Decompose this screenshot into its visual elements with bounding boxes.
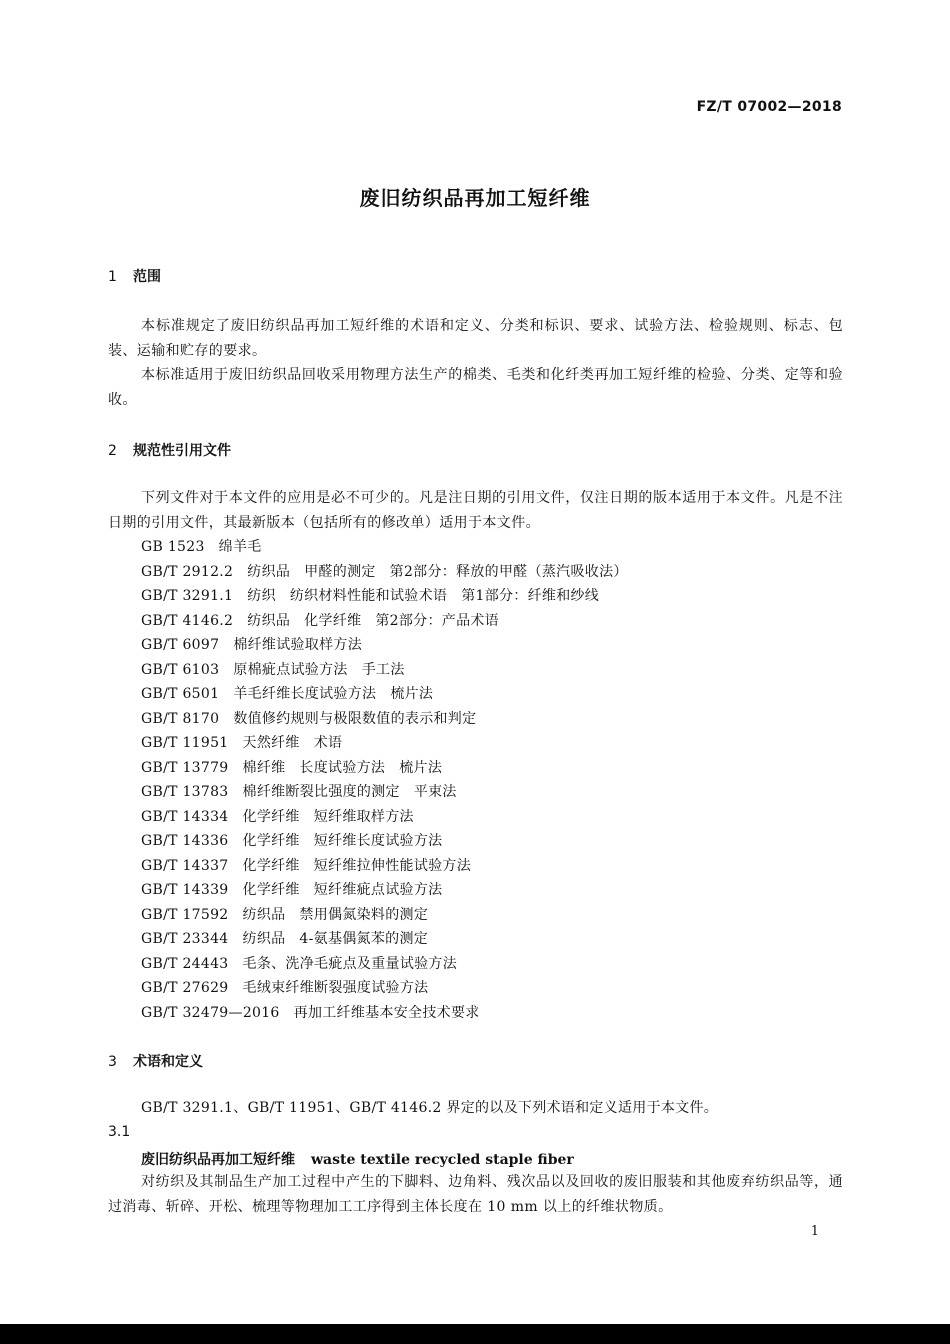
normative-intro: 下列文件对于本文件的应用是必不可少的。凡是注日期的引用文件，仅注日期的版本适用于本文件。凡是不注日期的引用文件，其最新版本（包括所有的修改单）适用于本文件。 [108, 490, 843, 531]
section-title: 规范性引用文件 [133, 443, 231, 459]
reference-code: GB/T 27629 [141, 980, 229, 996]
reference-title-part: 4-氨基偶氮苯的测定 [299, 931, 429, 947]
term-definition: 对纺织及其制品生产加工过程中产生的下脚料、边角料、残次品以及回收的废旧服装和其他废弃纺织品等，通过消毒、斩碎、开松、梳理等物理加工工序得到主体长度在 10 mm 以上的纤维状物质。 [108, 1174, 843, 1215]
reference-title-part: 第2部分：释放的甲醛（蒸汽吸收法） [389, 563, 628, 580]
bottom-bar [0, 1324, 950, 1344]
reference-item [141, 903, 628, 928]
reference-title-part: 化学纤维 [242, 808, 300, 825]
term-chinese: 废旧纺织品再加工短纤维 [141, 1152, 295, 1168]
reference-item [141, 609, 628, 634]
reference-code: GB/T 6103 [141, 661, 220, 678]
section-number: 3 [108, 1054, 117, 1070]
reference-title-part: 短纤维拉伸性能试验方法 [313, 857, 472, 874]
reference-item [141, 535, 628, 560]
reference-item [141, 682, 628, 707]
section-2-heading [108, 440, 231, 460]
reference-item [141, 658, 628, 683]
reference-title-part: 棉纤维试验取样方法 [233, 637, 363, 653]
reference-code: GB/T 14337 [141, 857, 229, 874]
reference-title-part: 纺织品 [242, 931, 286, 947]
reference-item [141, 1001, 628, 1026]
reference-item [141, 878, 628, 903]
reference-item [141, 780, 628, 805]
reference-title-part: 羊毛纤维长度试验方法 [233, 686, 377, 702]
term-english: waste textile recycled staple fiber [311, 1152, 574, 1168]
reference-code: GB/T 8170 [141, 710, 220, 727]
section-number: 1 [108, 269, 117, 285]
reference-code: GB/T 13779 [141, 759, 229, 776]
reference-list [141, 535, 628, 1025]
term-heading [141, 1149, 574, 1169]
reference-item [141, 584, 628, 609]
reference-code: GB/T 14334 [141, 808, 229, 825]
reference-title-part: 纺织品 [247, 563, 291, 580]
reference-item [141, 976, 628, 1001]
reference-title-part: 化学纤维 [242, 857, 300, 874]
reference-item [141, 560, 628, 585]
document-title: 废旧纺织品再加工短纤维 [359, 186, 591, 210]
section-3-heading [108, 1051, 203, 1071]
reference-code: GB/T 4146.2 [141, 612, 234, 629]
reference-title-part: 第2部分：产品术语 [375, 612, 499, 629]
term-number: 3.1 [108, 1124, 131, 1140]
reference-title-part: 绵羊毛 [218, 539, 262, 555]
reference-title-part: 手工法 [361, 661, 405, 678]
reference-item [141, 731, 628, 756]
reference-title-part: 纺织品 [247, 612, 291, 629]
reference-code: GB/T 11951 [141, 735, 229, 751]
reference-code: GB/T 32479—2016 [141, 1004, 280, 1021]
reference-item [141, 805, 628, 830]
scope-paragraph-1: 本标准规定了废旧纺织品再加工短纤维的术语和定义、分类和标识、要求、试验方法、检验规则、标志、包装、运输和贮存的要求。 [108, 318, 843, 359]
reference-code: GB/T 6097 [141, 637, 220, 653]
reference-title-part: 化学纤维 [242, 833, 300, 849]
reference-code: GB/T 14336 [141, 833, 229, 849]
reference-code: GB/T 14339 [141, 882, 229, 898]
reference-title-part: 纺织 [247, 588, 276, 604]
page-number: 1 [810, 1224, 819, 1239]
scope-paragraph-2: 本标准适用于废旧纺织品回收采用物理方法生产的棉类、毛类和化纤类再加工短纤维的检验、分类、定等和验收。 [108, 367, 843, 408]
reference-title-part: 第1部分：纤维和纱线 [461, 588, 600, 604]
reference-title-part: 毛条、洗净毛疵点及重量试验方法 [242, 955, 458, 972]
reference-title-part: 梳片法 [390, 686, 434, 702]
reference-code: GB/T 3291.1 [141, 588, 234, 604]
terms-intro: GB/T 3291.1、GB/T 11951、GB/T 4146.2 界定的以及下列术语和定义适用于本文件。 [141, 1100, 719, 1116]
reference-title-part: 短纤维取样方法 [313, 808, 414, 825]
reference-item [141, 707, 628, 732]
reference-title-part: 甲醛的测定 [304, 563, 376, 580]
reference-code: GB/T 6501 [141, 686, 220, 702]
reference-title-part: 再加工纤维基本安全技术要求 [293, 1004, 480, 1021]
reference-title-part: 短纤维疵点试验方法 [313, 882, 443, 898]
section-1-heading [108, 266, 161, 286]
reference-title-part: 梳片法 [399, 759, 443, 776]
section-number: 2 [108, 443, 117, 459]
reference-title-part: 天然纤维 [242, 735, 300, 751]
reference-code: GB 1523 [141, 539, 205, 555]
reference-item [141, 952, 628, 977]
reference-item [141, 927, 628, 952]
reference-code: GB/T 2912.2 [141, 563, 234, 580]
reference-title-part: 纺织品 [242, 906, 286, 923]
reference-title-part: 禁用偶氮染料的测定 [299, 906, 429, 923]
section-title: 术语和定义 [133, 1054, 203, 1070]
reference-code: GB/T 17592 [141, 906, 229, 923]
reference-item [141, 756, 628, 781]
reference-code: GB/T 13783 [141, 784, 229, 800]
reference-title-part: 化学纤维 [304, 612, 362, 629]
reference-code: GB/T 24443 [141, 955, 229, 972]
reference-title-part: 纺织材料性能和试验术语 [289, 588, 448, 604]
reference-title-part: 棉纤维 [242, 759, 286, 776]
reference-title-part: 原棉疵点试验方法 [233, 661, 348, 678]
reference-title-part: 毛绒束纤维断裂强度试验方法 [242, 980, 429, 996]
reference-title-part: 长度试验方法 [299, 759, 386, 776]
reference-item [141, 829, 628, 854]
reference-title-part: 数值修约规则与极限数值的表示和判定 [233, 710, 477, 727]
section-title: 范围 [133, 269, 161, 285]
reference-item [141, 854, 628, 879]
reference-code: GB/T 23344 [141, 931, 229, 947]
reference-title-part: 短纤维长度试验方法 [313, 833, 443, 849]
standard-code: FZ/T 07002—2018 [696, 99, 842, 115]
reference-item [141, 633, 628, 658]
reference-title-part: 术语 [313, 735, 343, 751]
reference-title-part: 棉纤维断裂比强度的测定 [242, 784, 400, 800]
reference-title-part: 化学纤维 [242, 882, 300, 898]
reference-title-part: 平束法 [413, 784, 457, 800]
